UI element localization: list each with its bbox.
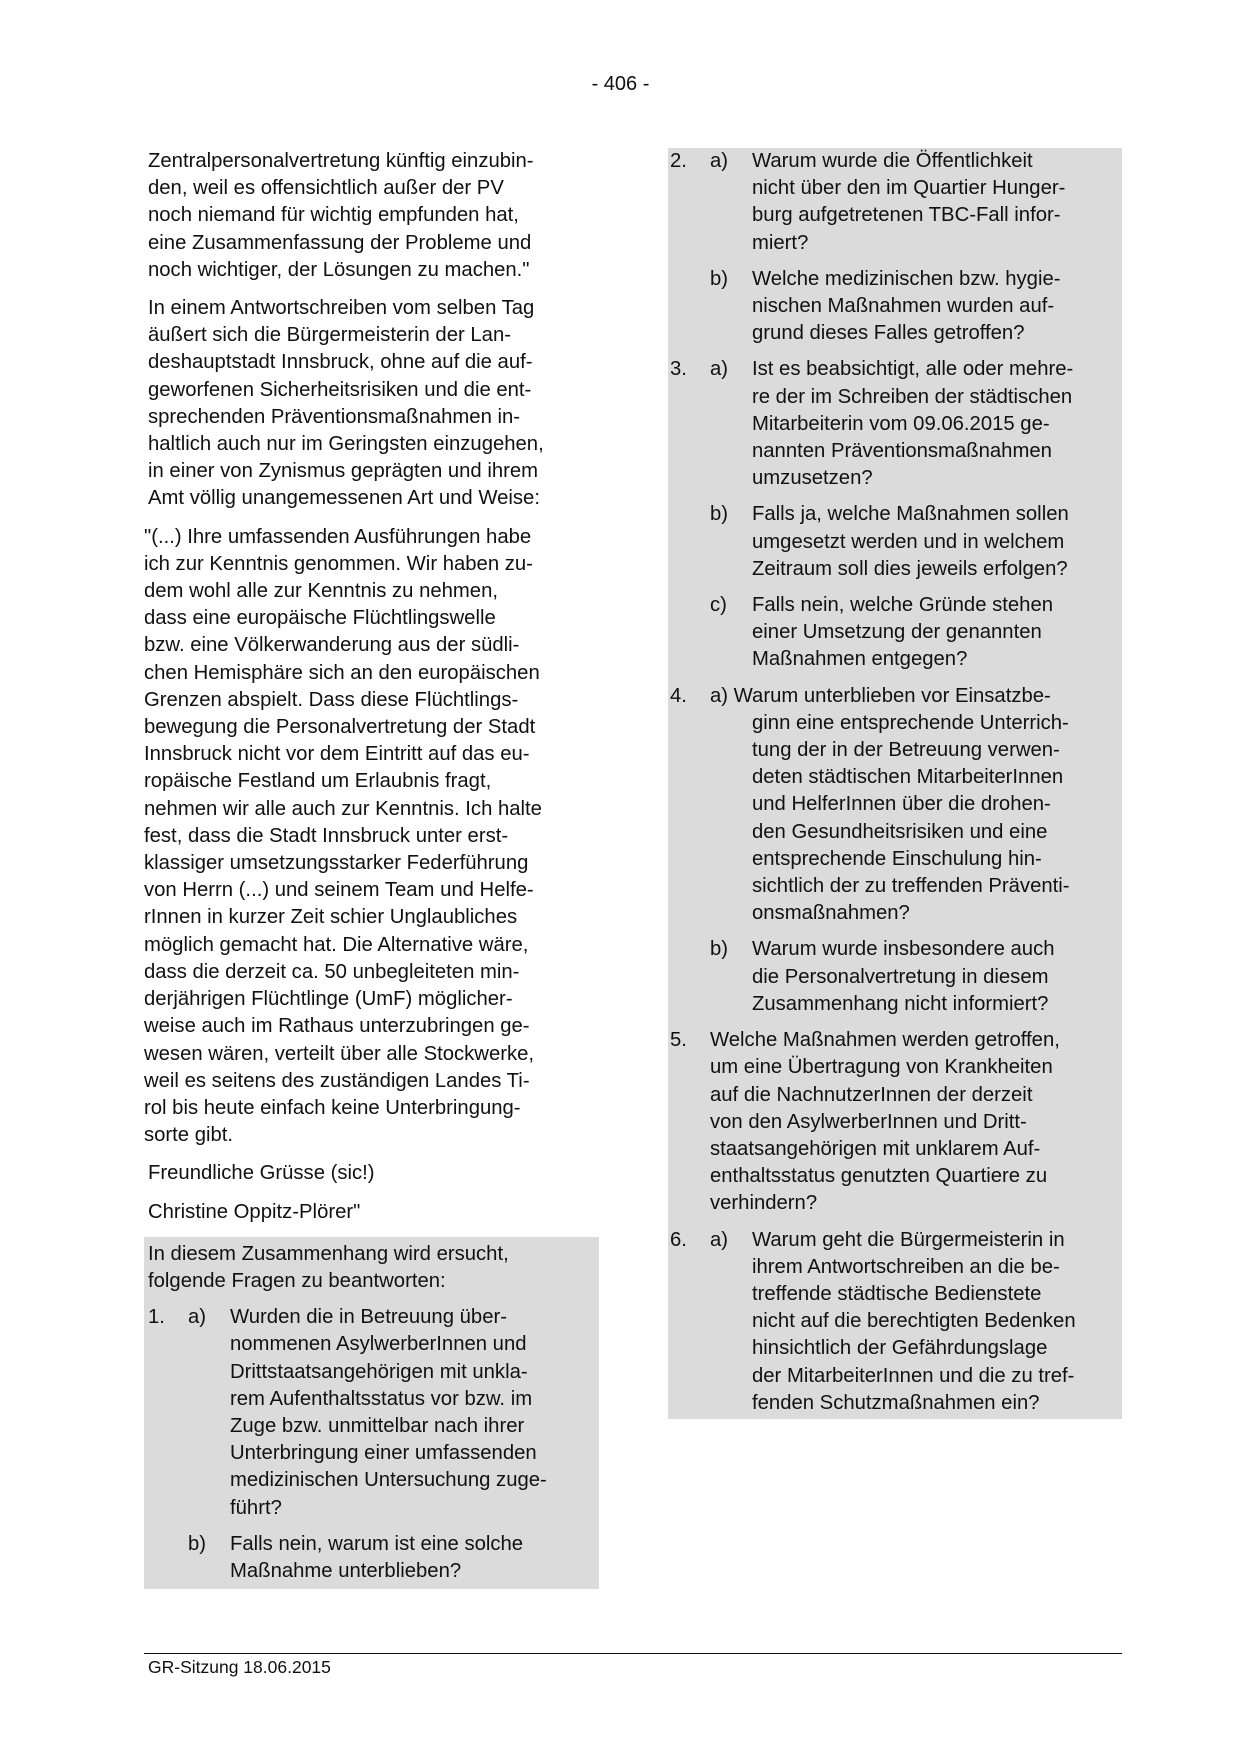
sub-label: a) <box>710 150 729 172</box>
quoted-letter: "(...) Ihre umfassenden Ausführungen habe ich zur Kenntnis genommen. Wir haben zu- dem wohl alle zur Kenntnis zu nehmen, dass eine europäische Flüchtlingswelle bzw. eine Völkerwanderung aus der südli- chen Hemisphäre sich an den europäischen Grenzen abspielt. Dass diese Flüchtlings- bewegung die Personalvertretung der Stadt Innsbruck nicht vor dem Eintritt auf das eu- ropäische Festland um Erlaubnis fragt, nehmen wir alle auch zur Kenntnis. Ich halte fest, dass die Stadt Innsbruck unter erst- klassiger umsetzungsstarker Federführung von Herrn (...) und seinem Team und Helfe- rInnen in kurzer Zeit schier Unglaubliches möglich gemacht hat. Die Alternative wäre, dass die derzeit ca. 50 unbegleiteten min- derjährigen Flüchtlinge (UmF) möglicher- weise auch im Rathaus unterzubringen ge- wesen wären, verteilt über alle Stockwerke, weil es seitens des zuständigen Landes Ti- rol bis heute einfach keine Unterbringung- sorte gibt. <box>144 525 542 1147</box>
question-text: Welche medizinischen bzw. hygie- nischen Maßnahmen wurden auf- grund dieses Falles getroffen? <box>752 267 1061 345</box>
footer-session-date: GR-Sitzung 18.06.2015 <box>148 1657 331 1677</box>
question-number: 3. <box>670 358 687 381</box>
sub-label: a) <box>710 1228 729 1251</box>
question-text: Wurden die in Betreuung über- nommenen AsylwerberInnen und Drittstaatsangehörigen mit unkla- rem Aufenthaltsstatus vor bzw. im Zuge bzw. unmittelbar nach ihrer Unterbringung einer umfassenden medizinischen Untersuchung zuge- führt? <box>230 1306 547 1519</box>
question-number: 5. <box>670 1029 687 1052</box>
question-number: 2. <box>670 150 687 172</box>
question-number: 1. <box>148 1306 165 1329</box>
question-text: Falls ja, welche Maßnahmen sollen umgesetzt werden und in welchem Zeitraum soll dies jeweils erfolgen? <box>752 503 1069 580</box>
right-column <box>668 148 1122 1419</box>
question-text: ginn eine entsprechende Unterrich- tung der in der Betreuung verwen- deten städtischen MitarbeiterInnen und HelferInnen über die drohen- den Gesundheitsrisiken und eine entsprechende Einschulung hin- sichtlich der zu treffenden Präventi- onsmaßnahmen? <box>752 711 1070 925</box>
sub-label: a) <box>710 358 729 381</box>
sub-label: a) <box>188 1306 207 1329</box>
question-box-left <box>144 1237 599 1589</box>
paragraph-2: In einem Antwortschreiben vom selben Tag äußert sich die Bürgermeisterin der Lan- deshauptstadt Innsbruck, ohne auf die auf- geworfenen Sicherheitsrisiken und die ent- sprechenden Präventionsmaßnahmen in- haltlich auch nur im Geringsten einzugehen, in einer von Zynismus geprägten und ihrem Amt völlig unangemessenen Art und Weise: <box>148 297 544 510</box>
question-text: Warum geht die Bürgermeisterin in ihrem Antwortschreiben an die be- treffende städtische Bedienstete nicht auf die berechtigten Bedenken hinsichtlich der Gefährdungslage der MitarbeiterInnen und die zu tref- fenden Schutzmaßnahmen ein? <box>752 1228 1076 1414</box>
question-number: 4. <box>670 684 687 707</box>
question-text: Welche Maßnahmen werden getroffen, um eine Übertragung von Krankheiten auf die NachnutzerInnen der derzeit von den AsylwerberInnen und Dritt- staatsangehörigen mit unklarem Auf- enthaltsstatus genutzten Quartiere zu verhindern? <box>710 1029 1060 1215</box>
sub-label: b) <box>710 938 729 961</box>
question-3 <box>670 356 1122 673</box>
question-number: 6. <box>670 1228 687 1251</box>
box-intro: In diesem Zusammenhang wird ersucht, folgende Fragen zu beantworten: <box>148 1242 509 1292</box>
sub-label: c) <box>710 594 727 617</box>
question-1 <box>148 1304 599 1585</box>
question-4 <box>670 683 1122 1018</box>
question-text: Falls nein, welche Gründe stehen einer Umsetzung der genannten Maßnahmen entgegen? <box>752 594 1054 671</box>
question-text: Falls nein, warum ist eine solche Maßnahme unterblieben? <box>230 1532 524 1582</box>
sub-label: b) <box>710 267 729 290</box>
sub-label: b) <box>188 1532 207 1555</box>
question-text: Ist es beabsichtigt, alle oder mehre- re der im Schreiben der städtischen Mitarbeiterin vom 09.06.2015 ge- nannten Präventionsmaßnahmen umzusetzen? <box>752 358 1074 490</box>
question-text-first-line: a) Warum unterblieben vor Einsatzbe- <box>710 684 1051 707</box>
question-2 <box>670 148 1122 347</box>
left-column <box>144 148 599 1589</box>
page-number: - 406 - <box>591 73 650 95</box>
letter-closing: Freundliche Grüsse (sic!) <box>148 1162 375 1185</box>
sub-label: b) <box>710 503 729 526</box>
letter-signature: Christine Oppitz-Plörer" <box>148 1200 361 1223</box>
paragraph-1: Zentralpersonalvertretung künftig einzubin- den, weil es offensichtlich außer der PV noch niemand für wichtig empfunden hat, eine Zusammenfassung der Probleme und noch wichtiger, der Lösungen zu machen." <box>148 150 534 281</box>
question-text: Warum wurde die Öffentlichkeit nicht über den im Quartier Hunger- burg aufgetretenen TBC-Fall infor- miert? <box>752 150 1066 254</box>
question-6 <box>670 1227 1122 1417</box>
footer-divider <box>144 1653 1122 1654</box>
question-box-right <box>668 148 1122 1419</box>
question-5 <box>670 1027 1122 1217</box>
question-text: Warum wurde insbesondere auch die Personalvertretung in diesem Zusammenhang nicht informiert? <box>752 938 1055 1015</box>
